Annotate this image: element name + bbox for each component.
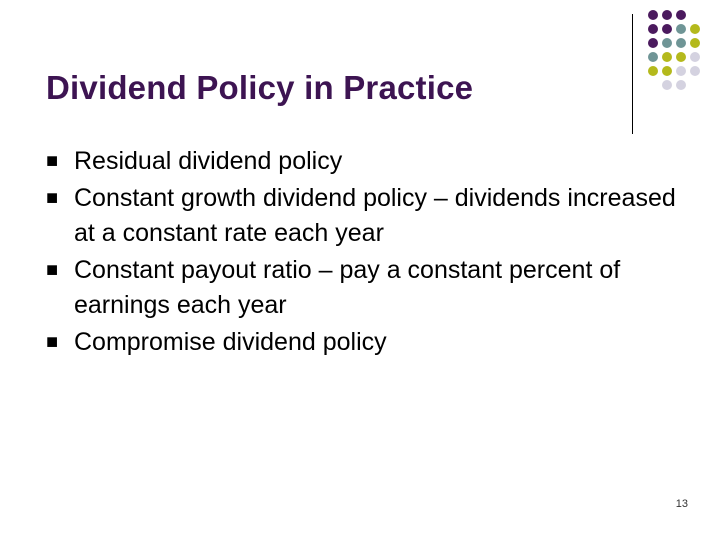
decorative-dot: [648, 66, 658, 76]
decorative-dot: [676, 66, 686, 76]
bullet-text: Compromise dividend policy: [74, 328, 387, 356]
decorative-dot: [690, 52, 700, 62]
bullet-item: [46, 181, 686, 251]
decorative-dot: [662, 38, 672, 48]
bullet-item: [46, 325, 686, 360]
decorative-dot: [648, 52, 658, 62]
decorative-dot: [690, 38, 700, 48]
bullet-text: Constant growth dividend policy – dividends increased at a constant rate each year: [74, 184, 676, 247]
square-bullet-icon: ■: [46, 259, 59, 281]
title-divider-line: [632, 14, 633, 134]
slide-title: Dividend Policy in Practice: [46, 69, 474, 106]
slide-number: 13: [675, 498, 688, 510]
decorative-dot: [662, 66, 672, 76]
decorative-dot: [676, 38, 686, 48]
decorative-dot: [648, 38, 658, 48]
bullet-item: [46, 144, 686, 179]
decorative-dot: [690, 66, 700, 76]
decorative-dot: [662, 52, 672, 62]
decorative-dot: [676, 80, 686, 90]
decorative-dot: [662, 24, 672, 34]
decorative-dot: [676, 10, 686, 20]
bullet-item: [46, 253, 686, 323]
bullet-text: Residual dividend policy: [74, 147, 343, 175]
decorative-dot: [690, 24, 700, 34]
square-bullet-icon: ■: [46, 331, 59, 353]
decorative-dot: [662, 80, 672, 90]
decorative-dot-grid: [648, 10, 728, 130]
bullet-text: Constant payout ratio – pay a constant percent of earnings each year: [74, 256, 621, 319]
decorative-dot: [676, 24, 686, 34]
bullet-list: [46, 144, 686, 362]
square-bullet-icon: ■: [46, 150, 59, 172]
decorative-dot: [648, 24, 658, 34]
decorative-dot: [648, 10, 658, 20]
decorative-dot: [662, 10, 672, 20]
decorative-dot: [676, 52, 686, 62]
square-bullet-icon: ■: [46, 187, 59, 209]
